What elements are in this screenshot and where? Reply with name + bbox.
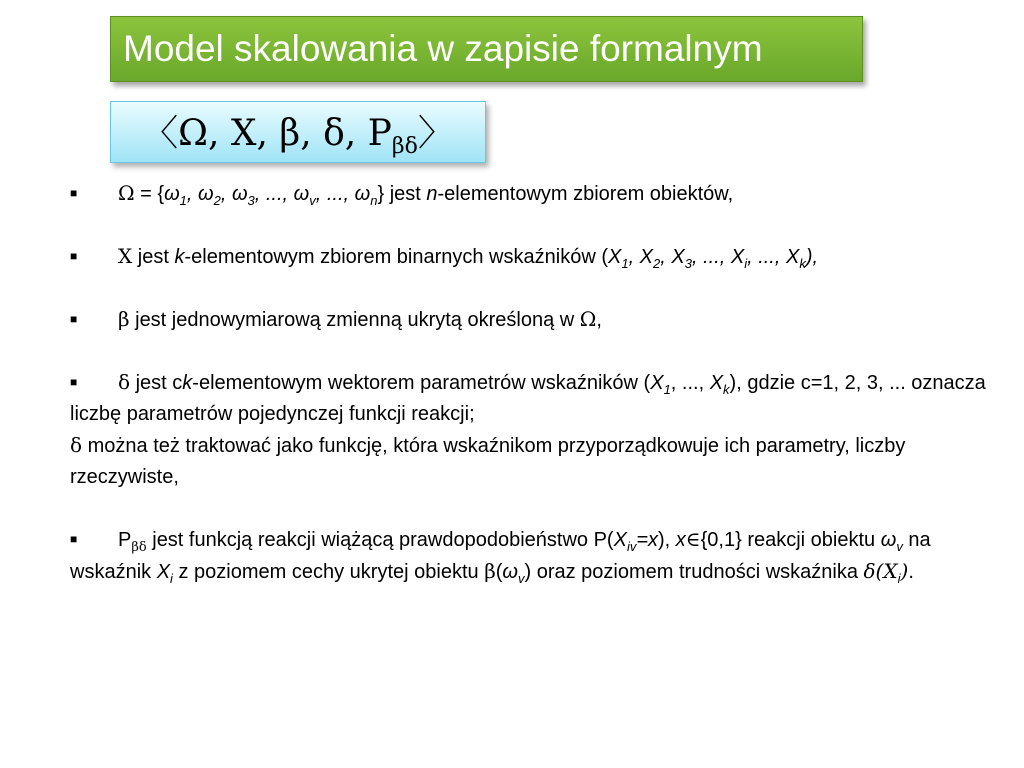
list-item-beta: ■ β jest jednowymiarową zmienną ukrytą określoną w Ω,: [70, 304, 1000, 336]
list-item-delta: ■ δ jest ck-elementowym wektorem parametrów wskaźników ($X_1$, ..., $X_k$), gdzie c=1, 2, 3, ... oznacza liczbę parametrów pojedynczej funkcji reakcji; δ można też traktować jako funkcję, która wskaźnikom przyporządkowuje ich parametry, liczby rzeczywiste,: [70, 367, 1000, 493]
tuple-close: 〉: [417, 113, 454, 154]
tuple-subscript: βδ: [391, 134, 418, 159]
list-item-p-function: ■ $P_{\beta\delta}$ jest funkcją reakcji wiążącą prawdopodobieństwo $P(X_{iv}=x)$, x∈{0,1} reakcji obiektu $\omega_v$ na wskaźnik $X_i$ z poziomem cechy ukrytej obiektu $\beta(\omega_v)$ oraz poziomem trudności wskaźnika $\delta(X_i)$.: [70, 524, 1000, 588]
tuple-open: 〈Ω, Χ, β, δ, P: [142, 113, 392, 154]
bullet-marker: ■: [70, 375, 78, 389]
title-banner: [110, 16, 863, 82]
bullet-marker: ■: [70, 532, 78, 546]
tuple-banner: [110, 101, 486, 163]
model-tuple: [142, 105, 454, 159]
slide-title: Model skalowania w zapisie formalnym: [123, 28, 763, 69]
list-item-omega: ■ $\Omega = \{\omega_1$, $\omega_2$, $\omega_3$, ..., $\omega_v$, ..., $\omega_n$} jest n-elementowym zbiorem obiektów,: [70, 178, 1000, 210]
bullet-marker: ■: [70, 312, 78, 326]
bullet-marker: ■: [70, 186, 78, 200]
definition-list: [70, 178, 1000, 588]
list-item-chi: ■ Χ jest k-elementowym zbiorem binarnych wskaźników ($X_1$, $X_2$, $X_3$, ..., $X_i$, ..., $X_k$),: [70, 241, 1000, 273]
bullet-marker: ■: [70, 249, 78, 263]
